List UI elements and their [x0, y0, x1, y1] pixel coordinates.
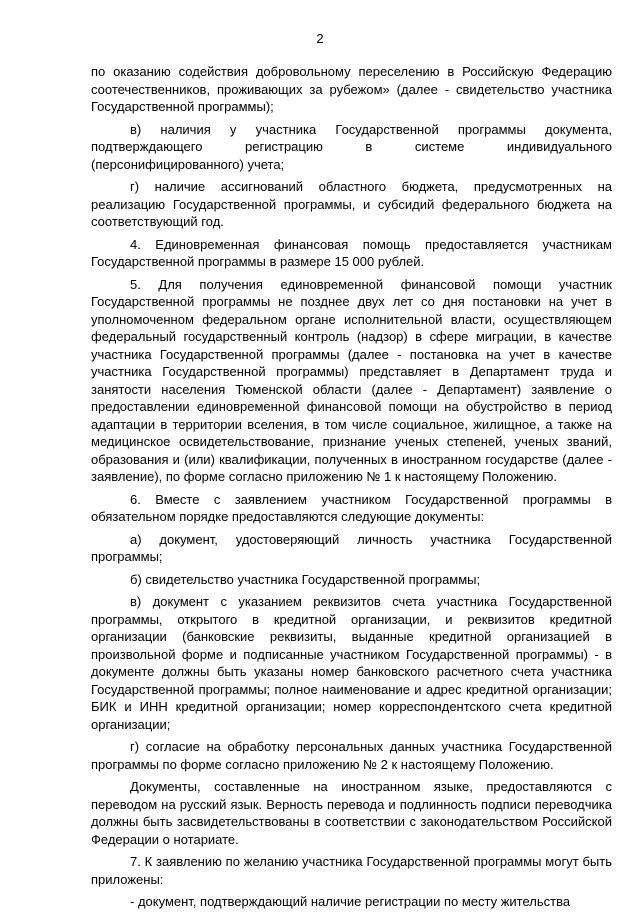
paragraph-item-v: в) наличия у участника Государственной программы документа, подтверждающего регистрацию в системе индивидуального (персонифицированного) учета; — [91, 121, 612, 172]
document-body — [91, 63, 612, 916]
paragraph-clause-5: 5. Для получения единовременной финансовой помощи участник Государственной программы не позднее двух лет со дня постановки на учет в уполномоченном федеральном органе исполнительной власти, осуществляющем федеральный государственный контроль (надзор) в сфере миграции, в качестве участника Государственной программы (далее - постановка на учет в качестве участника Государственной программы) представляет в Департамент труда и занятости населения Тюменской области (далее - Департамент) заявление о предоставлении единовременной финансовой помощи на обустройство в период адаптации в территории вселения, в том числе социальное, жилищное, а также на медицинское освидетельствование, признание ученых степеней, ученых званий, образования и (или) квалификации, полученных в иностранном государстве (далее - заявление), по форме согласно приложению № 1 к настоящему Положению. — [91, 276, 612, 484]
paragraph-continuation: по оказанию содействия добровольному переселению в Российскую Федерацию соотечественников, проживающих за рубежом» (далее - свидетельство участника Государственной программы); — [91, 64, 612, 114]
paragraph-translation-note: Документы, составленные на иностранном языке, предоставляются с переводом на русский язык. Верность перевода и подлинность подписи переводчика должны быть засвидетельствованы в соответствии с законодательством Российской Федерации о нотариате. — [91, 779, 612, 847]
paragraph-item-g-consent: г) согласие на обработку персональных данных участника Государственной программы по форме согласно приложению № 2 к настоящему Положению. — [91, 739, 612, 772]
paragraph-clause-6: 6. Вместе с заявлением участником Государственной программы в обязательном порядке предоставляются следующие документы: — [91, 491, 612, 524]
paragraph-clause-7: 7. К заявлению по желанию участника Государственной программы могут быть приложены: — [91, 854, 612, 887]
paragraph-item-g: г) наличие ассигнований областного бюджета, предусмотренных на реализацию Государственной программы, и субсидий федерального бюджета на соответствующий год. — [91, 179, 612, 229]
page-number: 2 — [316, 31, 324, 46]
paragraph-item-v-requisites: в) документ с указанием реквизитов счета участника Государственной программы, открытого в кредитной организации, и реквизитов кредитной организации (банковские реквизиты, выданные кредитной организацией в произвольной форме и подписанные участником Государственной программы) - в документе должны быть указаны номер банковского расчетного счета участника Государственной программы; полное наименование и адрес кредитной организации; БИК и ИНН кредитной организации; номер корреспондентского счета кредитной организации; — [91, 594, 612, 732]
paragraph-dash-item: - документ, подтверждающий наличие регистрации по месту жительства — [130, 894, 571, 909]
paragraph-item-a: а) документ, удостоверяющий личность участника Государственной программы; — [91, 531, 612, 564]
paragraph-clause-4: 4. Единовременная финансовая помощь предоставляется участникам Государственной программы в размере 15 000 рублей. — [91, 236, 612, 269]
paragraph-item-b: б) свидетельство участника Государственной программы; — [130, 571, 481, 587]
